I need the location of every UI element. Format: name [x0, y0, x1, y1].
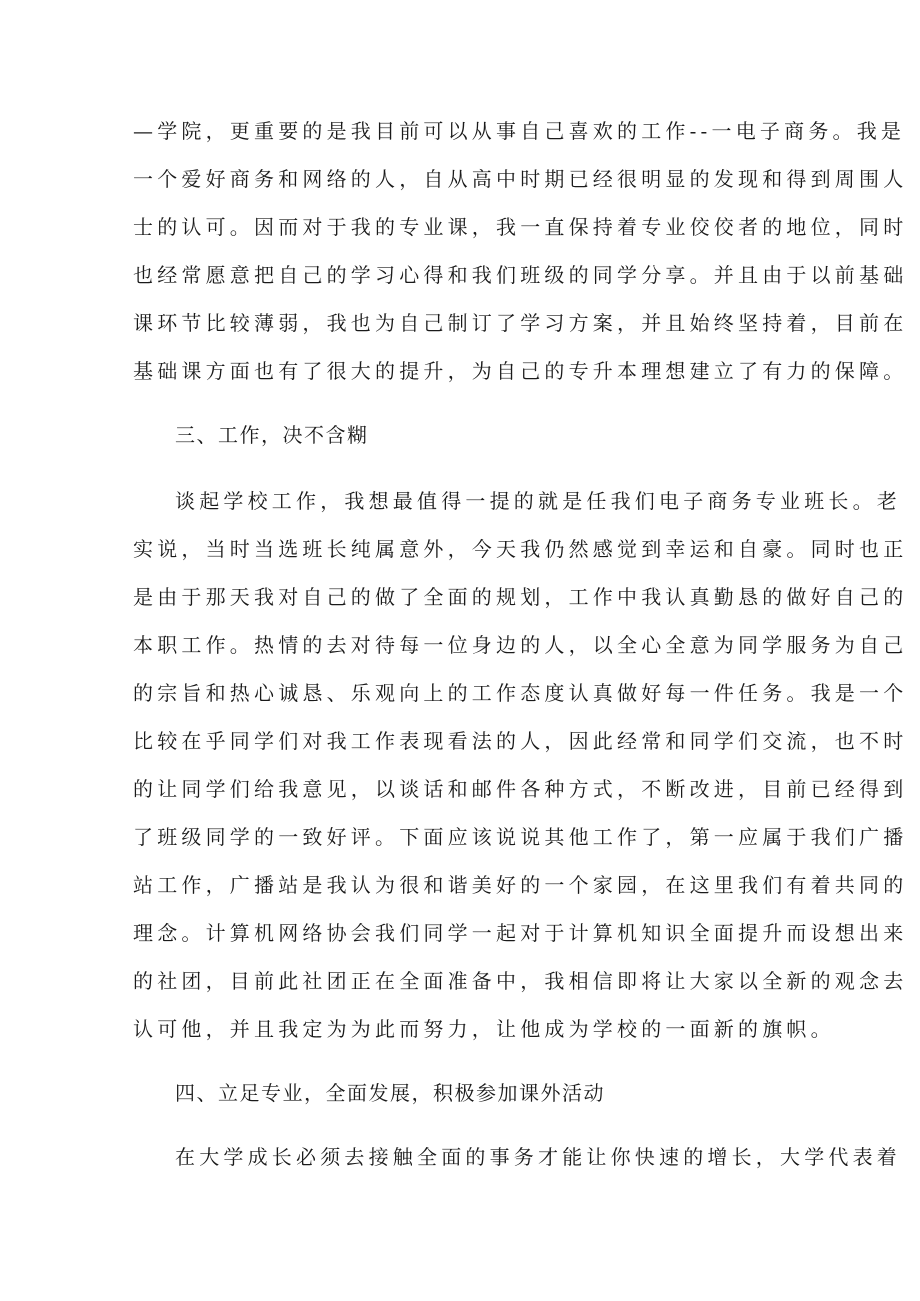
paragraph-line: 的宗旨和热心诚恳、乐观向上的工作态度认真做好每一件任务。我是一个	[133, 681, 908, 705]
paragraph-line: 理念。计算机网络协会我们同学一起对于计算机知识全面提升而设想出来	[133, 921, 908, 945]
paragraph-line: 了班级同学的一致好评。下面应该说说其他工作了，第一应属于我们广播	[133, 825, 908, 849]
paragraph-line: 谈起学校工作，我想最值得一提的就是任我们电子商务专业班长。老	[175, 489, 901, 513]
paragraph-line: 的社团，目前此社团正在全面准备中，我相信即将让大家以全新的观念去	[133, 969, 908, 993]
paragraph-line: 士的认可。因而对于我的专业课，我一直保持着专业佼佼者的地位，同时	[133, 215, 908, 239]
section-heading-3: 三、工作，决不含糊	[175, 423, 369, 447]
paragraph-line: 在大学成长必须去接触全面的事务才能让你快速的增长，大学代表着	[175, 1145, 901, 1169]
section-heading-4: 四、立足专业，全面发展，积极参加课外活动	[175, 1081, 605, 1105]
paragraph-line: 课环节比较薄弱，我也为自己制订了学习方案，并且始终坚持着，目前在	[133, 311, 908, 335]
paragraph-line: 基础课方面也有了很大的提升，为自己的专升本理想建立了有力的保障。	[133, 359, 908, 383]
paragraph-line: 本职工作。热情的去对待每一位身边的人，以全心全意为同学服务为自己	[133, 633, 908, 657]
paragraph-line: 站工作，广播站是我认为很和谐美好的一个家园，在这里我们有着共同的	[133, 873, 908, 897]
paragraph-line: 一个爱好商务和网络的人，自从高中时期已经很明显的发现和得到周围人	[133, 167, 908, 191]
paragraph-line: 实说，当时当选班长纯属意外，今天我仍然感觉到幸运和自豪。同时也正	[133, 537, 908, 561]
paragraph-line: —学院，更重要的是我目前可以从事自己喜欢的工作--一电子商务。我是	[133, 119, 906, 143]
paragraph-line: 也经常愿意把自己的学习心得和我们班级的同学分享。并且由于以前基础	[133, 263, 908, 287]
paragraph-line: 的让同学们给我意见，以谈话和邮件各种方式，不断改进，目前已经得到	[133, 777, 908, 801]
paragraph-line: 比较在乎同学们对我工作表现看法的人，因此经常和同学们交流，也不时	[133, 729, 908, 753]
paragraph-line: 是由于那天我对自己的做了全面的规划，工作中我认真勤恳的做好自己的	[133, 585, 908, 609]
paragraph-line: 认可他，并且我定为为此而努力，让他成为学校的一面新的旗帜。	[133, 1017, 835, 1041]
